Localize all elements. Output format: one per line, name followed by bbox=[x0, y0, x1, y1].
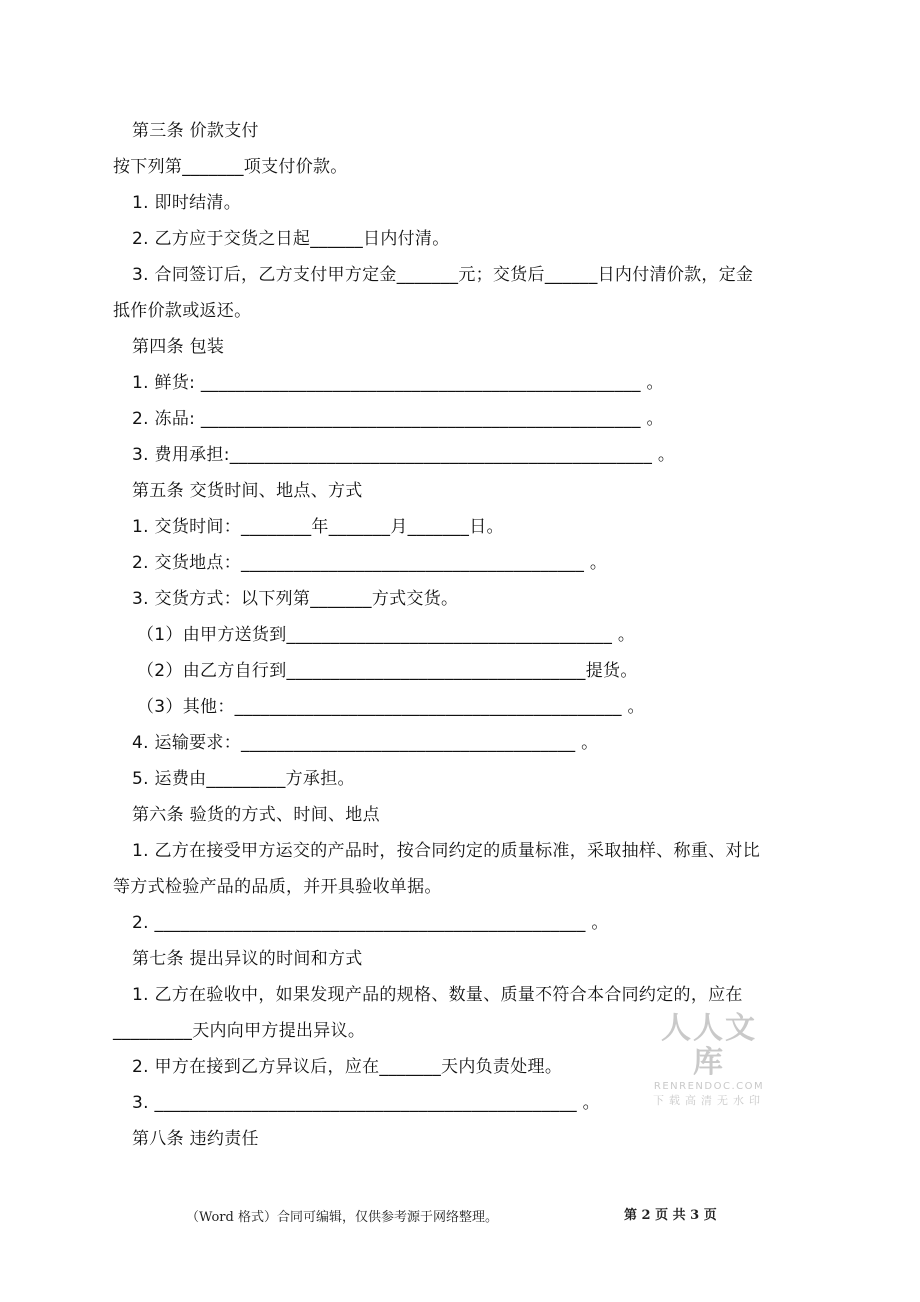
list-item: 2. 交货地点：_______________________________________ 。 bbox=[132, 553, 608, 573]
heading-article-7: 第七条 提出异议的时间和方式 bbox=[132, 949, 363, 969]
heading-article-6: 第六条 验货的方式、时间、地点 bbox=[132, 805, 380, 825]
list-item: 1. 乙方在验收中，如果发现产品的规格、数量、质量不符合本合同约定的，应在 bbox=[132, 985, 743, 1005]
list-item: 1. 交货时间：________年_______月_______日。 bbox=[132, 517, 504, 537]
list-item: 2. _________________________________________________ 。 bbox=[132, 913, 609, 933]
footer-note: （Word 格式）合同可编辑，仅供参考源于网络整理。 bbox=[186, 1210, 498, 1225]
list-item: （3）其他：____________________________________________ 。 bbox=[137, 697, 645, 717]
list-item: 1. 鲜货: __________________________________________________ 。 bbox=[132, 373, 664, 393]
list-item: 3. 费用承担:________________________________________________ 。 bbox=[132, 445, 676, 465]
paragraph-continuation: _________天内向甲方提出异议。 bbox=[113, 1021, 366, 1041]
list-item: 4. 运输要求：______________________________________ 。 bbox=[132, 733, 599, 753]
list-item: （1）由甲方送货到_____________________________________ 。 bbox=[137, 625, 636, 645]
heading-article-8: 第八条 违约责任 bbox=[132, 1129, 259, 1149]
heading-article-4: 第四条 包装 bbox=[132, 337, 225, 357]
list-item: 5. 运费由_________方承担。 bbox=[132, 769, 355, 789]
list-item: 1. 即时结清。 bbox=[132, 193, 242, 213]
list-item: 3. ________________________________________________ 。 bbox=[132, 1093, 600, 1113]
list-item: 2. 冻品: __________________________________________________ 。 bbox=[132, 409, 664, 429]
list-item: （2）由乙方自行到__________________________________提货。 bbox=[137, 661, 638, 681]
list-item: 2. 乙方应于交货之日起______日内付清。 bbox=[132, 229, 450, 249]
watermark-title: 人人文库 bbox=[661, 1011, 757, 1080]
list-item: 3. 合同签订后，乙方支付甲方定金_______元；交货后______日内付清价款，定金 bbox=[132, 265, 754, 285]
paragraph-continuation: 等方式检验产品的品质，并开具验收单据。 bbox=[113, 877, 442, 897]
page-number: 第 2 页 共 3 页 bbox=[624, 1208, 717, 1223]
paragraph-continuation: 抵作价款或返还。 bbox=[113, 301, 252, 321]
watermark-url: RENRENDOC.COM bbox=[653, 1081, 765, 1092]
heading-article-3: 第三条 价款支付 bbox=[132, 121, 259, 141]
list-item: 1. 乙方在接受甲方运交的产品时，按合同约定的质量标准，采取抽样、称重、对比 bbox=[132, 841, 761, 861]
list-item: 3. 交货方式：以下列第_______方式交货。 bbox=[132, 589, 459, 609]
list-item: 2. 甲方在接到乙方异议后，应在_______天内负责处理。 bbox=[132, 1057, 563, 1077]
watermark-logo bbox=[646, 1012, 772, 1108]
watermark-slogan: 下载高清无水印 bbox=[653, 1094, 765, 1107]
heading-article-5: 第五条 交货时间、地点、方式 bbox=[132, 481, 363, 501]
paragraph-payment-option: 按下列第_______项支付价款。 bbox=[113, 157, 348, 177]
